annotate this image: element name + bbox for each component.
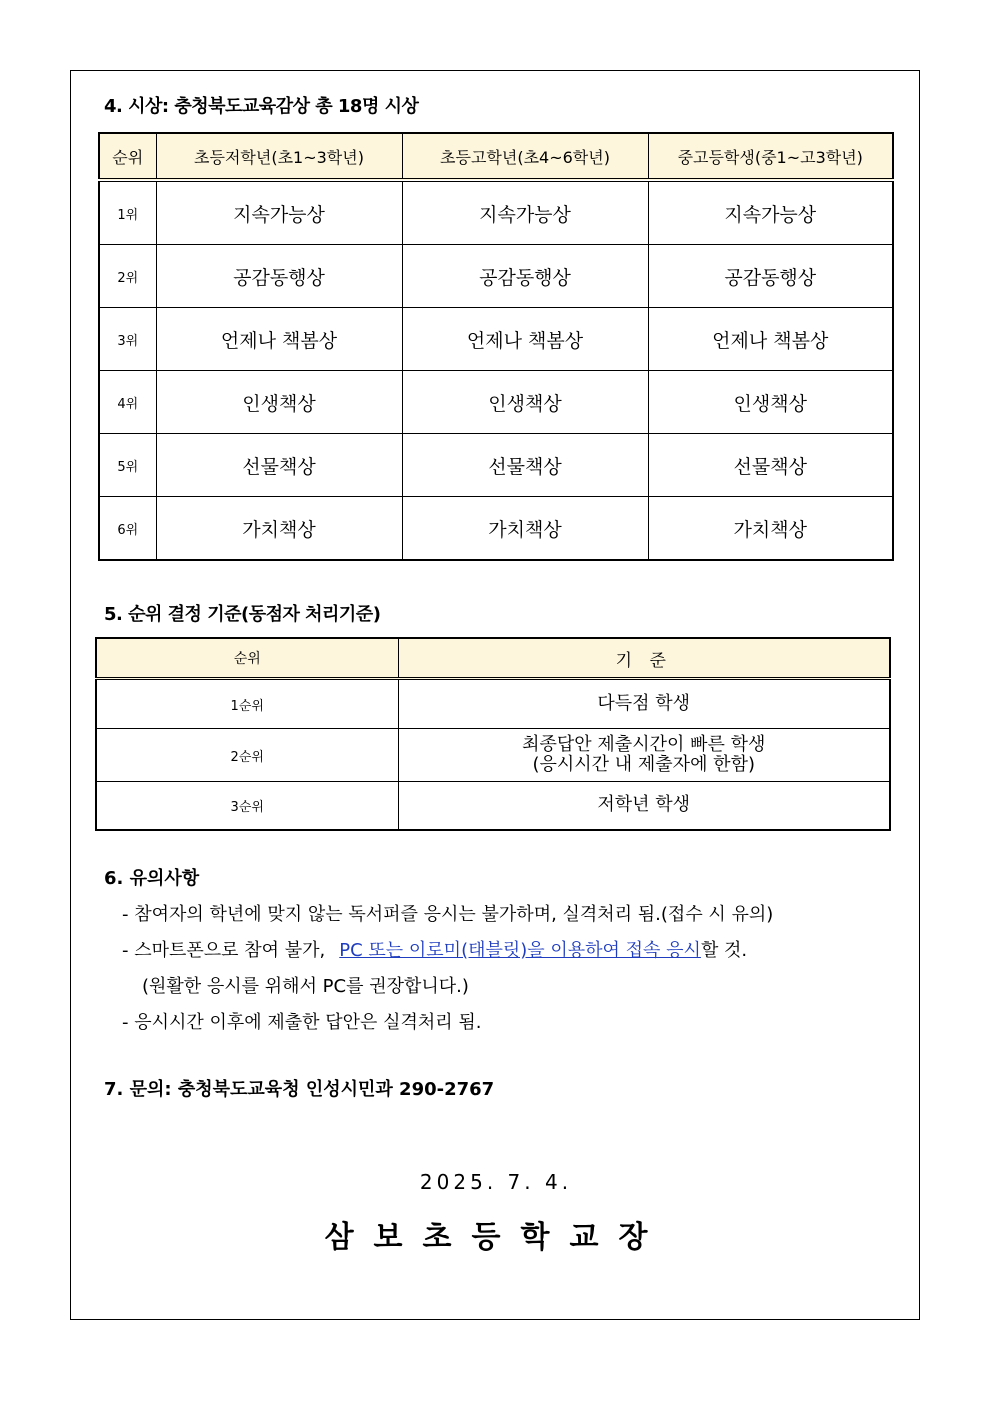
- award-cell: 지속가능상: [156, 180, 402, 245]
- note-item-suffix: 할 것.: [700, 940, 748, 961]
- criteria-table: [95, 637, 891, 831]
- criteria-cell: [398, 729, 890, 782]
- award-cell: 언제나 책봄상: [648, 308, 893, 371]
- note-item: [122, 936, 773, 962]
- rank-cell: 3위: [99, 308, 156, 371]
- award-cell: 인생책상: [156, 371, 402, 434]
- award-cell: 가치책상: [648, 497, 893, 561]
- table-row: [99, 497, 893, 561]
- award-cell: 선물책상: [156, 434, 402, 497]
- award-cell: 지속가능상: [648, 180, 893, 245]
- rank-cell: 4위: [99, 371, 156, 434]
- document-date: 2025. 7. 4.: [419, 1170, 573, 1194]
- award-cell: 가치책상: [156, 497, 402, 561]
- rank-cell: 1위: [99, 180, 156, 245]
- table-row: [96, 782, 890, 830]
- section5-heading: 5. 순위 결정 기준(동점자 처리기준): [104, 604, 381, 625]
- section6-heading: 6. 유의사항: [104, 868, 200, 889]
- award-cell: 공감동행상: [648, 245, 893, 308]
- contact-line: 7. 문의: 충청북도교육청 인성시민과 290-2767: [104, 1079, 495, 1100]
- note-item: - 참여자의 학년에 맞지 않는 독서퍼즐 응시는 불가하며, 실격처리 됨.(접수 시 유의): [122, 904, 774, 925]
- award-cell: 인생책상: [648, 371, 893, 434]
- rank-cell: 6위: [99, 497, 156, 561]
- notes-section: [104, 864, 773, 1044]
- table-row: [99, 371, 893, 434]
- criteria-col-order: 순위: [96, 638, 398, 679]
- award-cell: 공감동행상: [156, 245, 402, 308]
- table-row: [99, 180, 893, 245]
- table-row: [99, 434, 893, 497]
- award-cell: 인생책상: [402, 371, 648, 434]
- awards-header-row: [99, 133, 893, 180]
- note-highlight-link: PC 또는 이로미(태블릿)을 이용하여 접속 응시: [339, 940, 701, 961]
- award-cell: 언제나 책봄상: [156, 308, 402, 371]
- note-subitem: (원활한 응시를 위해서 PC를 권장합니다.): [142, 976, 469, 997]
- rank-cell: 2위: [99, 245, 156, 308]
- order-cell: 1순위: [96, 679, 398, 729]
- criteria-line: 저학년 학생: [597, 794, 691, 816]
- criteria-line-note: (응시시간 내 제출자에 한함): [532, 754, 755, 775]
- note-item: - 응시시간 이후에 제출한 답안은 실격처리 됨.: [122, 1012, 482, 1033]
- table-row: [96, 679, 890, 729]
- award-cell: 선물책상: [402, 434, 648, 497]
- signature: 삼보초등학교장: [324, 1220, 668, 1255]
- awards-col-upper-elementary: 초등고학년(초4~6학년): [402, 133, 648, 180]
- awards-col-rank: 순위: [99, 133, 156, 180]
- table-row: [99, 245, 893, 308]
- criteria-line: 최종답안 제출시간이 빠른 학생: [522, 734, 766, 755]
- criteria-col-standard: 기 준: [398, 638, 890, 679]
- note-item-prefix: - 스마트폰으로 참여 불가,: [122, 940, 326, 961]
- criteria-cell: [398, 679, 890, 729]
- criteria-line: 다득점 학생: [597, 693, 691, 714]
- rank-cell: 5위: [99, 434, 156, 497]
- section4-heading: 4. 시상: 충청북도교육감상 총 18명 시상: [104, 96, 419, 117]
- table-row: [96, 729, 890, 782]
- award-cell: 가치책상: [402, 497, 648, 561]
- award-cell: 공감동행상: [402, 245, 648, 308]
- award-cell: 언제나 책봄상: [402, 308, 648, 371]
- order-cell: 3순위: [96, 782, 398, 830]
- awards-col-lower-elementary: 초등저학년(초1~3학년): [156, 133, 402, 180]
- award-cell: 선물책상: [648, 434, 893, 497]
- table-row: [99, 308, 893, 371]
- criteria-header-row: [96, 638, 890, 679]
- order-cell: 2순위: [96, 729, 398, 782]
- award-cell: 지속가능상: [402, 180, 648, 245]
- criteria-cell: [398, 782, 890, 830]
- awards-table: [98, 132, 894, 561]
- awards-col-secondary: 중고등학생(중1~고3학년): [648, 133, 893, 180]
